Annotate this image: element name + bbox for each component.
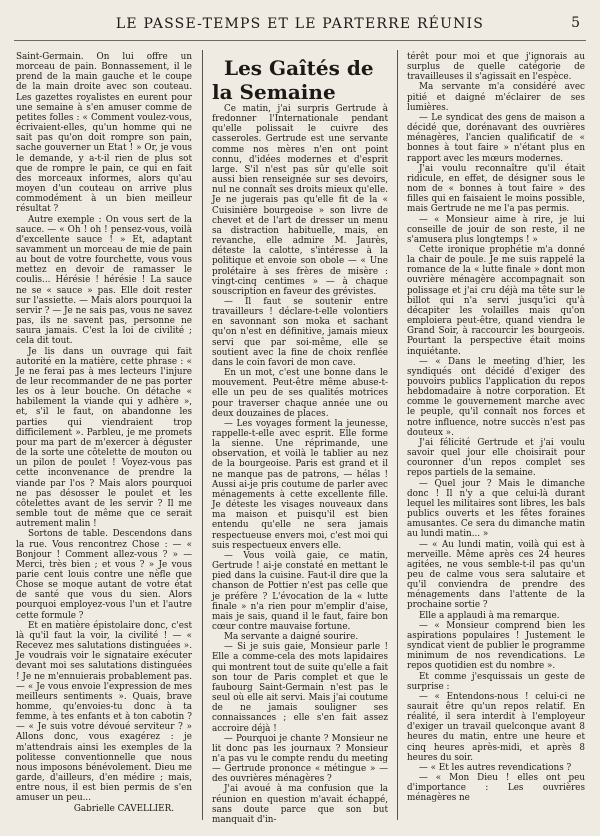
paragraph: En un mot, c'est une bonne dans le mouvement. Peut-être même abuse-t-elle un peu de ses qualités motrices pour traverser chaque année une ou deux douzaines de places. xyxy=(212,368,388,419)
page-number: 5 xyxy=(571,15,580,31)
paragraph: — « Et les autres revendications ? xyxy=(419,762,572,773)
paragraph: Ma servante a daigné sourire. xyxy=(224,632,359,643)
journal-title: LE PASSE-TEMPS ET LE PARTERRE RÉUNIS xyxy=(115,16,485,32)
paragraph: Cette ironique prophétie m'a donné la chair de poule. Je me suis rappelé la romance de la « lutte finale » dont mon ouvrière ménagère accompagnait son polissage et j'ai cru déjà ma tête sur le billot qui n'a servi jusqu'ici qu'à décapiter les volailles mais qu'on emploiera peut-être, quand viendra le Grand Soir, à raccourcir les bourgeois. Pourtant la perspective était moins inquiétante. xyxy=(407,244,585,357)
paragraph: Ce matin, j'ai surpris Gertrude à fredonner l'Internationale pendant qu'elle polissait le cuivre des casseroles. Gertrude est une servante comme nos mères n'en ont point connu, d'idées modernes et d'esprit large. S'il n'est pas sûr qu'elle soit aussi bien renseignée sur ses devoirs, nul ne connaît ses droits mieux qu'elle. Je ne jugerais pas qu'elle fit de la « Cuisinière bourgeoise » son livre de chevet et de l'art de dresser un menu sa distraction habituelle, mais, en revanche, elle admire M. Jaurès, déteste la calotte, s'intéresse à la politique et envoie son obole — « Une prolétaire à ses frères de misère : vingt-cinq centimes » — à chaque souscription en faveur des grévistes. xyxy=(212,104,388,297)
paragraph: — « Mon Dieu ! elles ont peu d'importance : Les ouvrières ménagères ne xyxy=(407,773,585,804)
paragraph: — Les voyages forment la jeunesse, rappelle-t-elle avec esprit. Elle forme la sienne. Une réprimande, une observation, et voilà le tablier au nez de la bourgeoise. Paris est grand et il ne manque pas de patrons, — hélas ! Aussi ai-je pris coutume de parler avec ménagements à cette excellente fille. Je déteste les visages nouveaux dans ma maison et puisqu'il est bien entendu qu'elle ne sera jamais respectueuse envers moi, c'est moi qui suis respectueux envers elle. xyxy=(212,418,388,551)
gaites-semaine-continuation-column xyxy=(407,52,585,804)
article-continuation-column xyxy=(16,52,192,814)
paragraph: — Vous voilà gaie, ce matin, Gertrude ! ai-je constaté en mettant le pied dans la cuisine. Faut-il dire que la chanson de Pottier n'est pas celle que je préfère ? L'évocation de la « lutte finale » n'a rien pour m'emplir d'aise, mais je sais, quand il le faut, faire bon cœur contre mauvaise fortune. xyxy=(212,550,388,632)
paragraph: J'ai félicité Gertrude et j'ai voulu savoir quel jour elle choisirait pour couronner d'un repos complet ses repos partiels de la semaine. xyxy=(407,437,585,479)
page-header xyxy=(14,10,586,41)
gaites-semaine-column xyxy=(212,56,388,825)
paragraph: Et comme j'esquissais un geste de surprise : xyxy=(407,671,585,692)
paragraph: Sortons de table. Descendons dans la rue. Vous rencontrez Chose : — « Bonjour ! Comment allez-vous ? » — Merci, très bien ; et vous ? » Je vous parie cent louis contre une nèfle que Chose se moque autant de votre état de santé que vous du sien. Alors pourquoi employez-vous l'un et l'autre cette formule ? xyxy=(16,529,192,621)
paragraph: J'ai voulu reconnaître qu'il était ridicule, en effet, de désigner sous le nom de « bonnes à tout faire » des filles qui en faisaient le moins possible, mais Gertrude ne me l'a pas permis. xyxy=(407,163,585,215)
paragraph: J'ai avoué à ma confusion que la réunion en question m'avait échappé, sans doute parce que son but manquait d'in- xyxy=(212,784,388,825)
paragraph: — « Dans le meeting d'hier, les syndiqués ont décidé d'exiger des pouvoirs publics l'application du repos hebdomadaire à notre corporation. Et comme le gouvernement marche avec le peuple, qu'il connaît nos forces et notre influence, notre succès n'est pas douteux ». xyxy=(407,356,585,438)
section-title: Les Gaîtés de la Semaine xyxy=(212,56,374,104)
paragraph: Autre exemple : On vous sert de la sauce. — « Oh ! oh ! pensez-vous, voilà d'excellente sauce ! » Et, adaptant savamment un morceau de mie de pain au bout de votre fourchette, vous vous mettez en devoir de ramasser le coulis... Hérésie ! hérésie ! La sauce ne se « sauce » pas. Elle doit rester sur l'assiette. — Mais alors pourquoi la servir ? — Je ne sais pas, vous ne savez pas, ils ne savent pas, personne ne saura jamais. C'est la loi de civilité ; cela dit tout. xyxy=(16,214,192,347)
paragraph: — Il faut se soutenir entre travailleurs ! déclare-t-elle volontiers en savonnant son moka et sachant qu'on n'est en définitive, jamais mieux servi que par soi-même, elle se soutient avec la fine de choix renflée dans le coin favori de mon cave. xyxy=(212,296,388,368)
paragraph: térêt pour moi et que j'ignorais au surplus de quelle catégorie de travailleuses il s'agissait en l'espèce. xyxy=(407,52,585,83)
paragraph: — « Au lundi matin, voilà qui est à merveille. Même après ces 24 heures agitées, ne vous semble-t-il pas qu'un peu de calme vous sera salutaire et qu'il conviendra de prendre des ménagements dans l'attente de la prochaine sortie ? xyxy=(407,539,585,611)
author-signature: Gabrielle CAVELLIER. xyxy=(73,803,174,814)
column-divider xyxy=(397,50,398,820)
paragraph: — Quel jour ? Mais le dimanche donc ! Il n'y a que celui-là durant lequel les militaires sont libres, les bals publics ouverts et les fêtes foraines amusantes. Ce sera du dimanche matin au lundi matin... » xyxy=(407,478,585,540)
paragraph: — Pourquoi je chante ? Monsieur ne lit donc pas les journaux ? Monsieur n'a pas vu le compte rendu du meeting — Gertrude prononce « métingue » — des ouvrières ménagères ? xyxy=(212,733,388,785)
paragraph: Ma servante m'a considéré avec pitié et daigné m'éclairer de ses lumières. xyxy=(407,82,585,113)
paragraph: — « Entendons-nous ! celui-ci ne saurait être qu'un repos relatif. En réalité, il sera interdit à l'employeur d'exiger un travail quelconque avant 8 heures du matin, entre une heure et cinq heures après-midi, et après 8 heures du soir. xyxy=(407,691,585,763)
paragraph: Je lis dans un ouvrage qui fait autorité en la matière, cette phrase : « Je ne ferai pas à mes lecteurs l'injure de leur recommander de ne pas porter les os à leur bouche. On détache « habilement la viande qui y adhère », et, s'il le faut, on abandonne les parties qui viendraient trop difficilement ». Parbleu, je me promets pour ma part de m'exercer à déguster de la sorte une côtelette de mouton ou un pilon de poulet ! Voyez-vous pas cette inconvenance de prendre la viande par l'os ? Mais alors pourquoi ne pas désosser le poulet et les côtelettes avant de les servir ? Il me semble tout de même que ce serait autrement malin ! xyxy=(16,346,192,530)
paragraph: — « Monsieur aime à rire, je lui conseille de jouir de son reste, il ne s'amusera plus longtemps ! » xyxy=(407,214,585,245)
paragraph: — Le syndicat des gens de maison a décidé que, dorénavant des ouvrières ménagères, l'ancien qualificatif de « bonnes à tout faire » n'étant plus en rapport avec les mœurs modernes. xyxy=(407,112,585,164)
paragraph: Et en matière épistolaire donc, c'est là qu'il faut la voir, la civilité ! — « Recevez mes salutations distinguées ». Je voudrais voir le signataire exécuter devant moi ses salutations distinguées ! Je ne m'ennuierais probablement pas. — « Je vous envoie l'expression de mes meilleurs sentiments ». Quais, brave homme, qu'envoies-tu donc à ta femme, à tes enfants et à ton cabotin ? — « Je suis votre dévoué serviteur ? » Allons donc, vous exagérez : je m'attendrais ainsi les exemples de la politesse conventionnelle que nous nous imposons bénévolement. Dieu me garde, d'ailleurs, d'en médire ; mais, entre nous, il est bien permis de s'en amuser un peu... xyxy=(16,620,192,804)
paragraph: — « Monsieur comprend bien les aspirations populaires ! Justement le syndicat vient de publier le programme minimum de nos revendications. Le repos quotidien est du nombre ». xyxy=(407,620,585,672)
paragraph: — Si je suis gaie, Monsieur parle ! Elle a comme-cela des mots lapidaires qui montrent tout de suite qu'elle a fait son tour de Paris complet et que le faubourg Saint-Germain n'est pas le seul où elle ait servi. Mais j'ai coutume de ne jamais souligner ses connaissances ; elle s'en fait assez accroire déjà ! xyxy=(212,642,388,734)
paragraph: Saint-Germain. On lui offre un morceau de pain. Bonnassement, il le prend de la main gauche et le coupe de la main droite avec son couteau. Les gazettes royalistes en eurent pour une semaine à s'en amuser comme de petites folles : « Comment voulez-vous, écrivaient-elles, qu'un homme qui ne sait pas qu'on doit rompre son pain, sache gouverner un Etat ! » Or, je vous le demande, y a-t-il rien de plus sot que de rompre le pain, ce qui en fait des morceaux informes, alors qu'au moyen d'un couteau on arrive plus commodément à un bien meilleur résultat ? xyxy=(16,52,192,215)
column-divider xyxy=(202,50,203,820)
paragraph: Elle a applaudi à ma remarque. xyxy=(419,610,560,621)
